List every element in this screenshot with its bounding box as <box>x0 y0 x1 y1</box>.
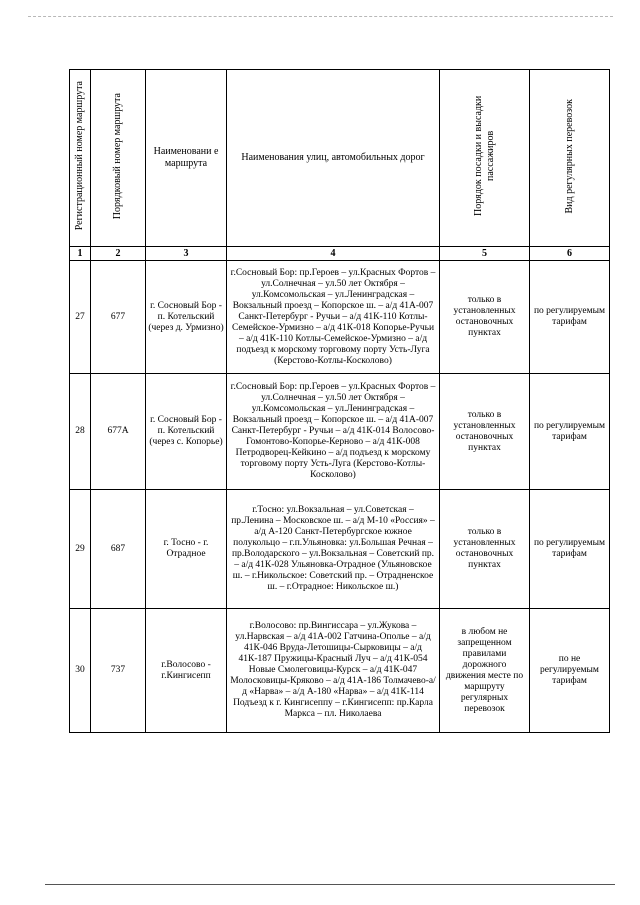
header-seq-number-label: Порядковый номер маршрута <box>112 92 123 220</box>
column-number: 2 <box>91 247 146 261</box>
seq-number-cell: 737 <box>91 609 146 733</box>
routes-table <box>69 69 610 733</box>
column-number: 5 <box>440 247 530 261</box>
table-header-row <box>70 70 610 247</box>
column-number: 1 <box>70 247 91 261</box>
column-number: 6 <box>530 247 610 261</box>
boarding-order-cell: только в установленных остановочных пунктах <box>440 490 530 609</box>
header-route-name-label: Наименовани е маршрута <box>153 146 219 169</box>
bottom-rule-line <box>45 884 615 885</box>
boarding-order-cell: только в установленных остановочных пунктах <box>440 261 530 374</box>
header-boarding-order <box>440 70 530 247</box>
route-name-cell: г. Сосновый Бор - п. Котельский (через с. Копорье) <box>146 374 227 490</box>
transport-type-cell: по регулируемым тарифам <box>530 490 610 609</box>
top-dashed-line <box>28 16 613 17</box>
table-row <box>70 609 610 733</box>
column-numbers-row <box>70 247 610 261</box>
streets-cell: г.Волосово: пр.Вингиссара – ул.Жукова – ул.Нарвская – а/д 41А-002 Гатчина-Ополье – а/д 41К-046 Вруда-Летошицы-Сырковицы – а/д 41К-187 Пружицы-Красный Луч – а/д 41К-054 Новые Смолеговицы-Курск – а/д 41К-047 Молосковицы-Кряково – а/д 41А-186 Толмачево-а/д «Нарва» – а/д А-180 «Нарва» – а/д 41К-114 Подъезд к г. Кингисеппу – г.Кингисепп: пр.Карла Маркса – пл. Николаева <box>227 609 440 733</box>
seq-number-cell: 677 <box>91 261 146 374</box>
seq-number-cell: 677А <box>91 374 146 490</box>
route-name-cell: г.Волосово - г.Кингисепп <box>146 609 227 733</box>
header-streets <box>227 70 440 247</box>
reg-number-cell: 28 <box>70 374 91 490</box>
header-streets-label: Наименования улиц, автомобильных дорог <box>241 152 425 163</box>
transport-type-cell: по регулируемым тарифам <box>530 374 610 490</box>
header-seq-number <box>91 70 146 247</box>
transport-type-cell: по регулируемым тарифам <box>530 261 610 374</box>
streets-cell: г.Сосновый Бор: пр.Героев – ул.Красных Фортов – ул.Солнечная – ул.50 лет Октября – ул.Комсомольская – ул.Ленинградская – Вокзальный проезд – Копорское ш. – а/д 41А-007 Санкт-Петербург - Ручьи – а/д 41К-014 Волосово-Гомонтово-Копорье-Керново – а/д 41К-008 Петродворец-Кейкино – а/д подъезд к морскому торговому порту Усть-Луга (Керстово-Котлы-Косколово) <box>227 374 440 490</box>
header-route-name <box>146 70 227 247</box>
reg-number-cell: 27 <box>70 261 91 374</box>
boarding-order-cell: в любом не запрещенном правилами дорожного движения месте по маршруту регулярных перевозок <box>440 609 530 733</box>
seq-number-cell: 687 <box>91 490 146 609</box>
header-boarding-order-label: Порядок посадки и высадки пассажиров <box>472 95 496 217</box>
boarding-order-cell: только в установленных остановочных пунктах <box>440 374 530 490</box>
streets-cell: г.Тосно: ул.Вокзальная – ул.Советская – пр.Ленина – Московское ш. – а/д М-10 «Россия» – а/д А-120 Санкт-Петербургское южное полукольцо – г.п.Ульяновка: ул.Большая Речная – пр.Володарского – ул.Вокзальная – Советский пр. – а/д 41К-028 Ульяновка-Отрадное (Ульяновское ш. – г.Никольское: Советский пр. – Отрадненское ш. – г.Отрадное: Никольское ш.) <box>227 490 440 609</box>
column-number: 3 <box>146 247 227 261</box>
reg-number-cell: 29 <box>70 490 91 609</box>
table-row <box>70 261 610 374</box>
route-name-cell: г. Тосно - г. Отрадное <box>146 490 227 609</box>
reg-number-cell: 30 <box>70 609 91 733</box>
route-name-cell: г. Сосновый Бор - п. Котельский (через д. Урмизно) <box>146 261 227 374</box>
table-row <box>70 374 610 490</box>
column-number: 4 <box>227 247 440 261</box>
streets-cell: г.Сосновый Бор: пр.Героев – ул.Красных Фортов – ул.Солнечная – ул.50 лет Октября – ул.Комсомольская – ул.Ленинградская – Вокзальный проезд – Копорское ш. – а/д 41А-007 Санкт-Петербург - Ручьи – а/д 41К-110 Котлы-Семейское-Урмизно – а/д 41К-018 Копорье-Ручьи – а/д 41К-110 Котлы-Семейское-Урмизно – а/д подъезд к морскому торговому порту Усть-Луга (Керстово-Котлы-Косколово) <box>227 261 440 374</box>
header-transport-type-label: Вид регулярных перевозок <box>563 98 575 214</box>
transport-type-cell: по не регулируемым тарифам <box>530 609 610 733</box>
header-reg-number-label: Регистрационный номер маршрута <box>74 81 85 231</box>
header-transport-type <box>530 70 610 247</box>
header-reg-number <box>70 70 91 247</box>
table-row <box>70 490 610 609</box>
